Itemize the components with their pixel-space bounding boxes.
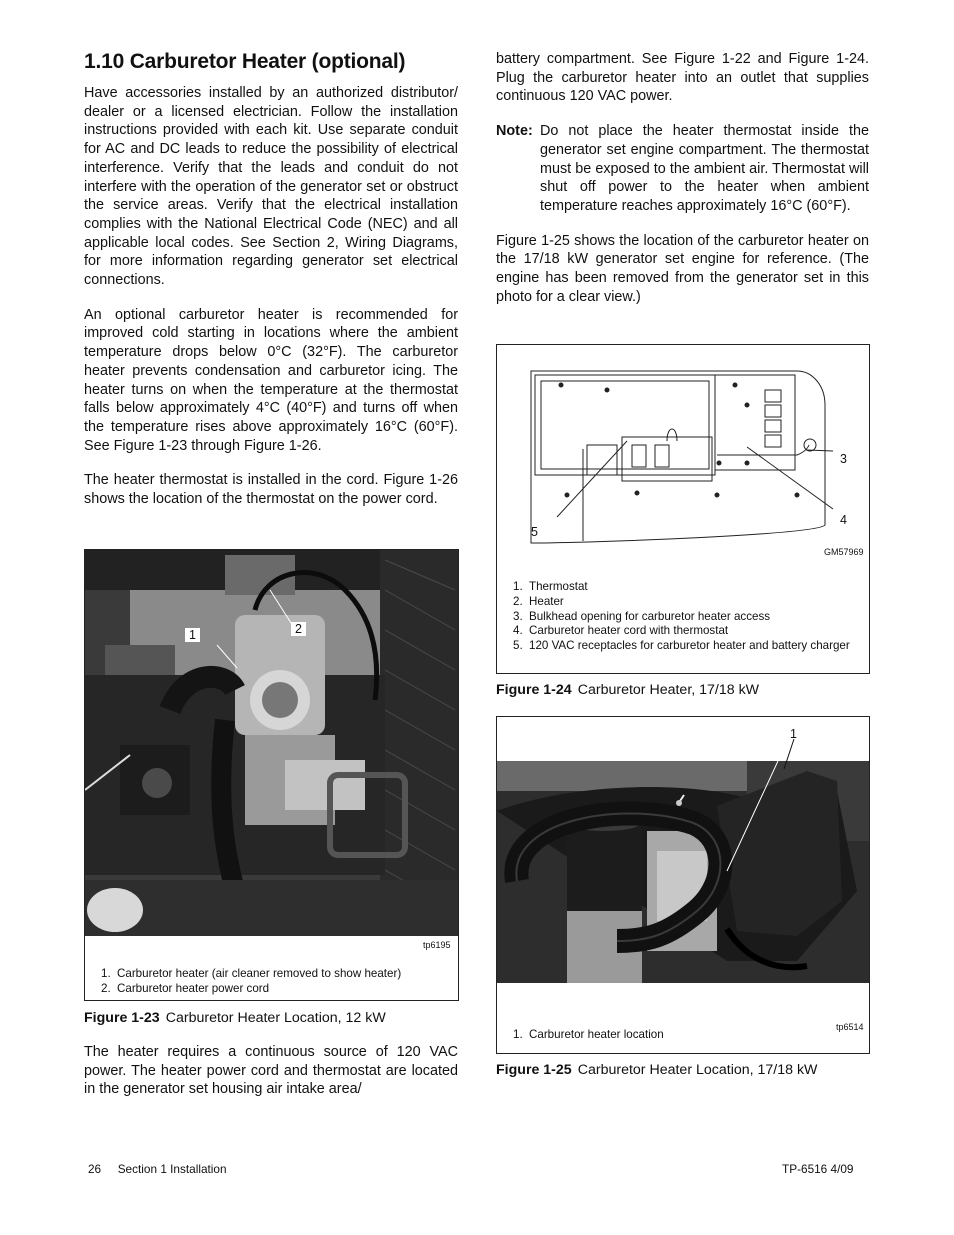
figure-1-24-legend	[513, 580, 858, 654]
footer-left	[88, 1162, 227, 1176]
figure-1-25-frame	[496, 716, 870, 1054]
figure-1-23-legend	[101, 967, 451, 997]
figure-1-23-caption: Figure 1-23 Carburetor Heater Location, 12 kW	[84, 1010, 386, 1026]
legend-item: 2. Carburetor heater power cord	[101, 981, 270, 995]
figure-1-24-callout-3: 3	[840, 452, 847, 466]
figure-1-25-legend	[513, 1028, 813, 1043]
figure-1-24-frame	[496, 344, 870, 674]
figure-1-25-leader	[760, 739, 800, 769]
right-column	[496, 50, 869, 322]
legend-item: 1. Thermostat	[513, 580, 588, 593]
legend-item: 3. Bulkhead opening for carburetor heater access	[513, 609, 771, 623]
figure-1-24-callout-5: 5	[531, 525, 538, 539]
carburetor-heater-drawing	[497, 345, 869, 575]
section-heading: 1.10 Carburetor Heater (optional)	[84, 50, 406, 73]
page-number: 26	[88, 1162, 102, 1176]
paragraph-accessories: Have accessories installed by an authorized distributor/ dealer or a licensed electrician. Follow the installation instructions provided with each kit. Use separate conduit for AC and DC leads to reduce the possibility of electrical interference. Verify that the leads and conduit do not interfere with the operation of the generator set or obstruct the service areas. Verify that the electrical installation complies with the National Electrical Code (NEC) and all applicable local codes. See Section 2, Wiring Diagrams, for more information regarding generator set electrical connections.	[84, 85, 458, 289]
figure-1-25-callout-1: 1	[790, 727, 797, 741]
paragraph-optional-heater: An optional carburetor heater is recommended for improved cold starting in locations where the ambient temperature drops below 0°C (32°F). The carburetor heater prevents condensation and carburetor icing. The heater turns on when the temperature at the thermostat falls below approximately 4°C (40°F) and turns off when the temperature rises above approximately 16°C (60°F). See Figure 1-23 through Figure 1-26.	[84, 306, 458, 454]
footer-doc-id: TP-6516 4/09	[782, 1162, 854, 1176]
paragraph-thermostat: The heater thermostat is installed in the cord. Figure 1-26 shows the location of the thermostat on the power cord.	[84, 472, 458, 508]
figure-1-25-caption: Figure 1-25 Carburetor Heater Location, 17/18 kW	[496, 1062, 818, 1078]
figure-1-24-photo-id: GM57969	[824, 547, 864, 557]
figure-1-24-caption: Figure 1-24 Carburetor Heater, 17/18 kW	[496, 682, 760, 698]
left-bottom-text	[84, 1043, 458, 1115]
figure-1-23-frame	[84, 549, 459, 1001]
figure-1-23-callout-2: 2	[291, 622, 306, 636]
legend-item: 1. Carburetor heater location	[513, 1028, 664, 1041]
legend-item: 4. Carburetor heater cord with thermostat	[513, 624, 729, 638]
engine-photo-17-18kw	[497, 761, 869, 983]
figure-1-23-photo	[85, 550, 458, 936]
note-block	[496, 122, 869, 216]
footer-section: Section 1 Installation	[117, 1162, 227, 1176]
legend-item: 2. Heater	[513, 594, 564, 608]
note-label: Note:	[496, 123, 533, 140]
paragraph-battery-compartment: battery compartment. See Figure 1-22 and Figure 1-24. Plug the carburetor heater into an outlet that supplies continuous 120 VAC power.	[496, 51, 869, 105]
figure-1-25-photo-id: tp6514	[836, 1022, 864, 1032]
paragraph-figure-25-reference: Figure 1-25 shows the location of the carburetor heater on the 17/18 kW generator set engine for reference. (The engine has been removed from the generator set in this photo for a clear view.)	[496, 232, 869, 305]
figure-1-24-callout-4: 4	[840, 513, 847, 527]
figure-1-23-photo-id: tp6195	[423, 940, 451, 950]
left-column	[84, 50, 458, 525]
legend-item: 5. 120 VAC receptacles for carburetor heater and battery charger	[513, 639, 850, 653]
engine-photo-12kw	[85, 550, 458, 936]
note-text: Do not place the heater thermostat inside the generator set engine compartment. The thermostat must be exposed to the ambient air. Thermostat will shut off power to the heater when ambient temperature reaches approximately 16°C (60°F).	[540, 123, 869, 214]
legend-item: 1. Carburetor heater (air cleaner removed to show heater)	[101, 967, 402, 980]
figure-1-25-photo	[497, 761, 869, 983]
paragraph-continuous-power: The heater requires a continuous source of 120 VAC power. The heater power cord and thermostat are located in the generator set housing air intake area/	[84, 1044, 458, 1098]
figure-1-23-callout-1: 1	[185, 628, 200, 642]
